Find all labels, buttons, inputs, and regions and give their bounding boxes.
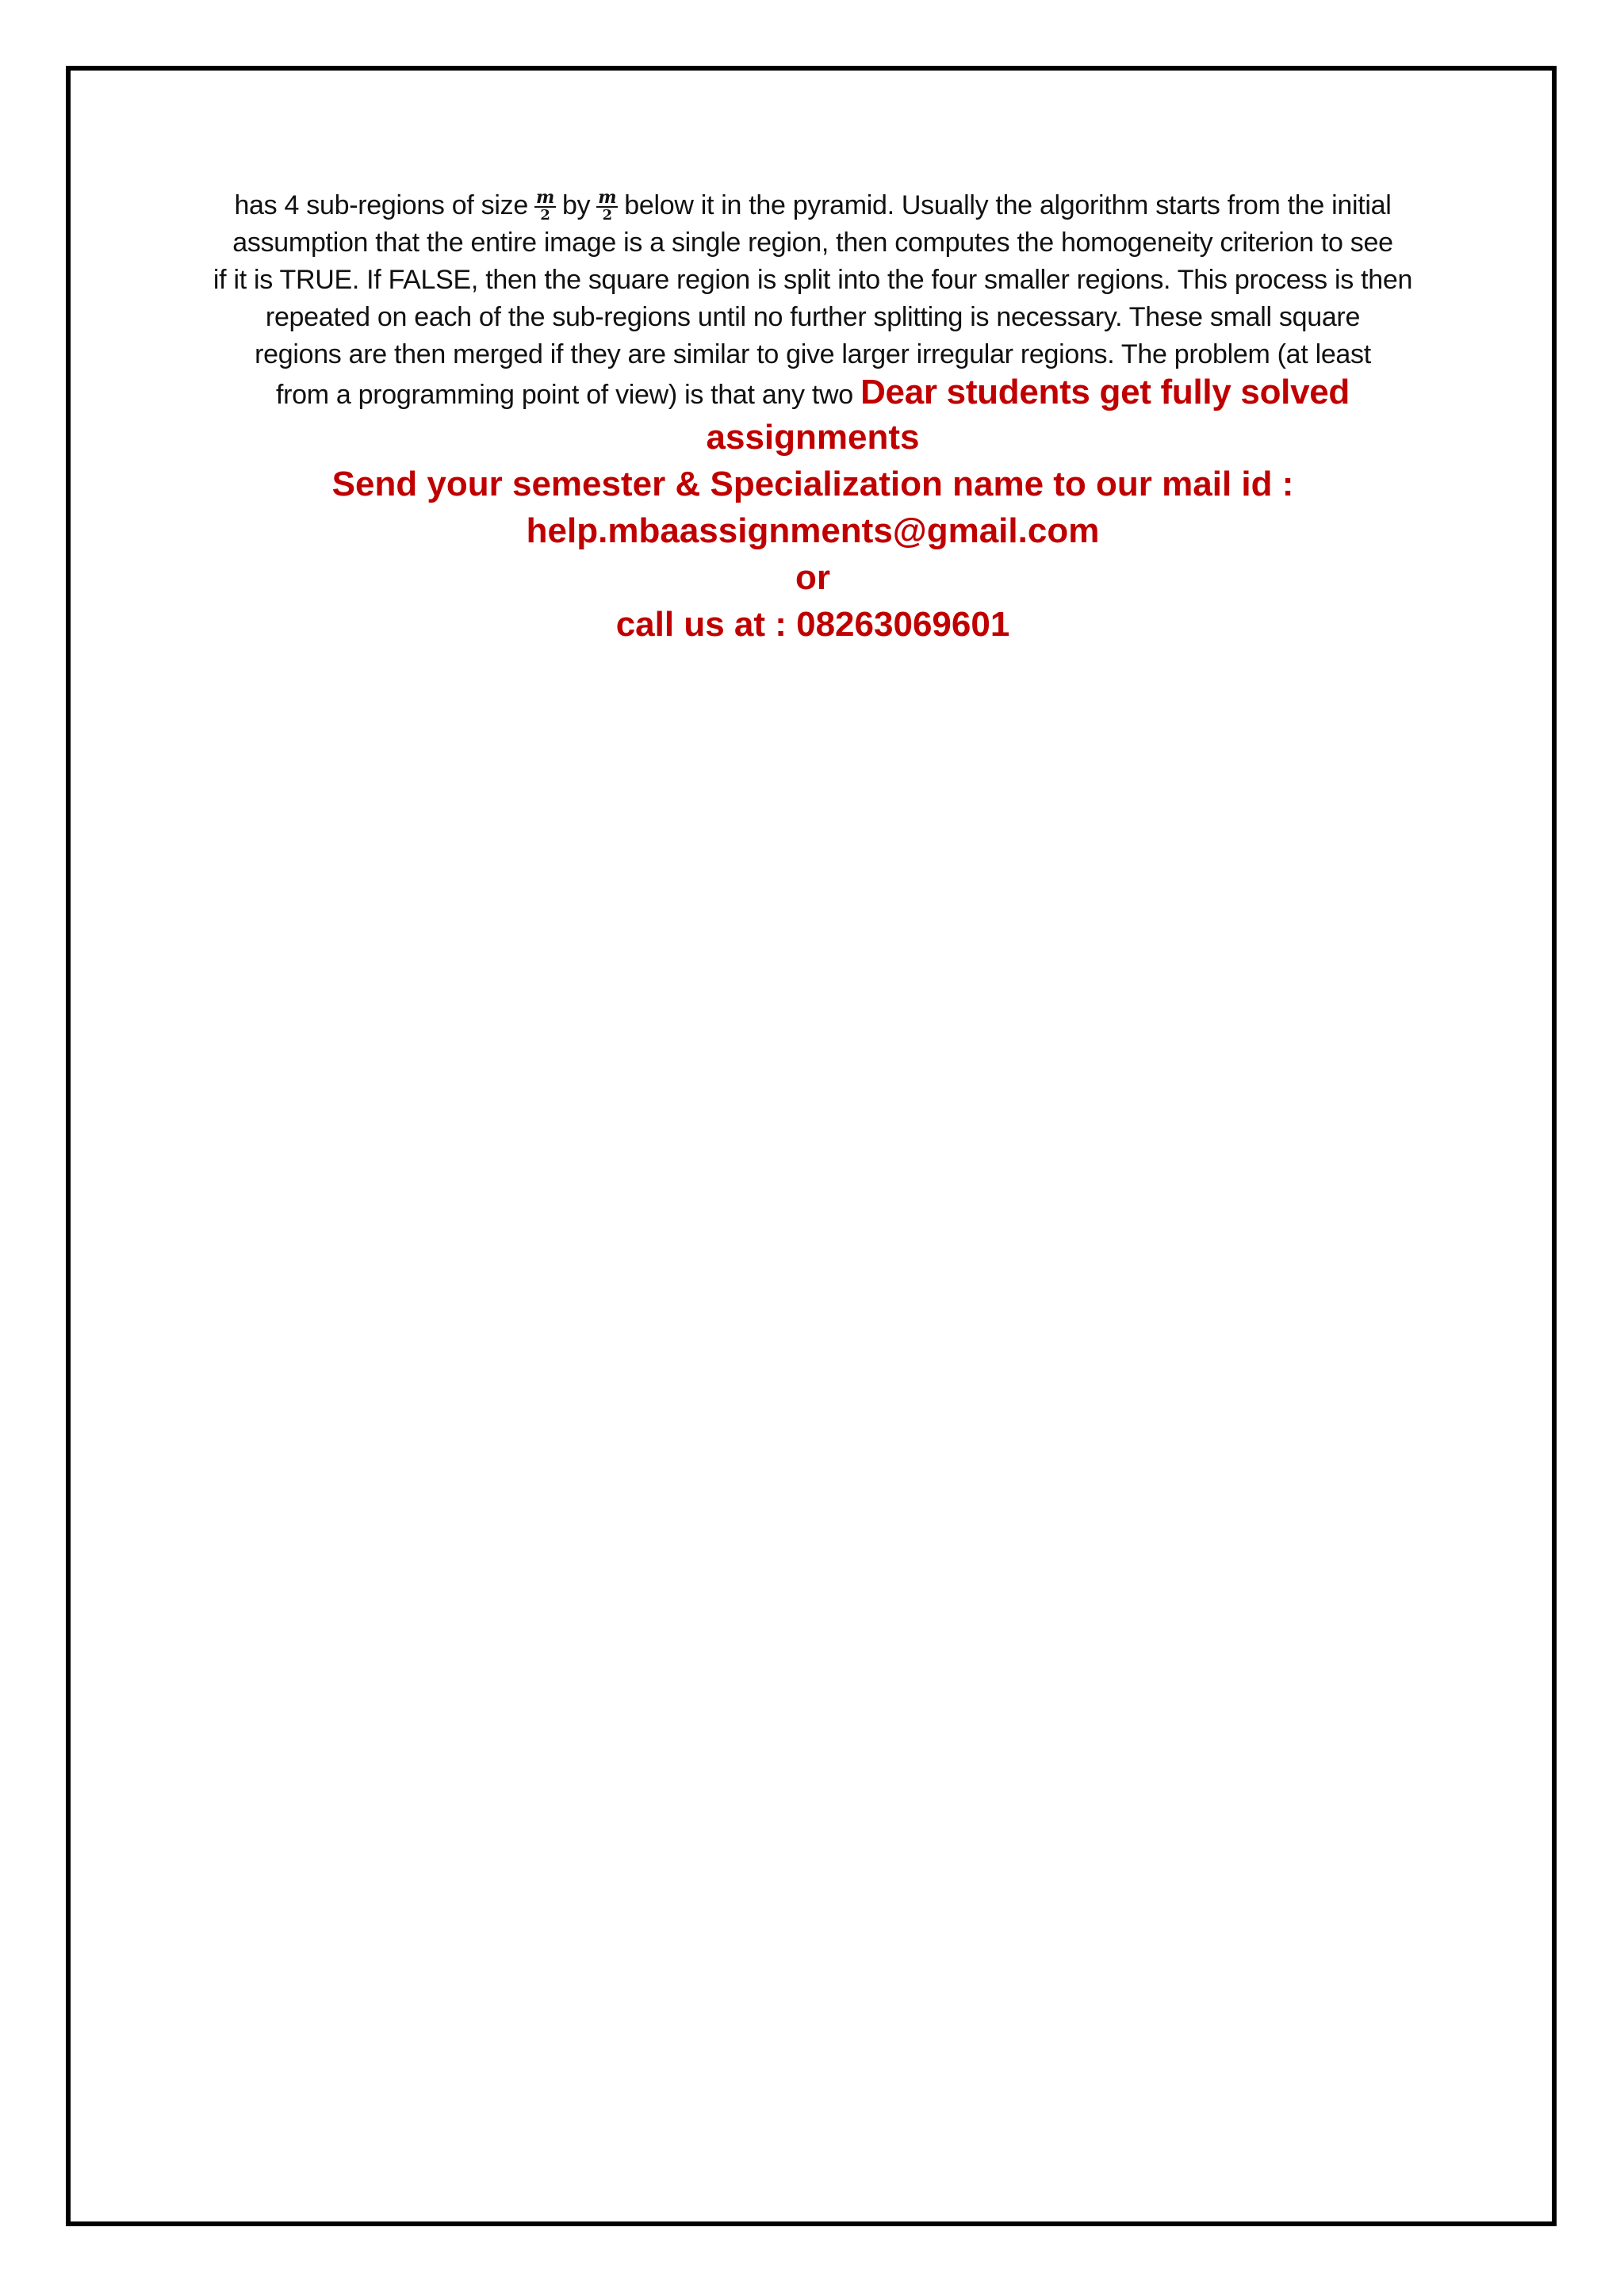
paragraph-line-1 — [182, 187, 1443, 224]
fraction-m-over-2 — [534, 189, 556, 224]
paragraph-text: by — [561, 190, 591, 220]
paragraph-line-2: assumption that the entire image is a single region, then computes the homogeneity criterion to see — [232, 228, 1393, 258]
paragraph-text: below it in the pyramid. Usually the algorithm starts from the initial — [624, 190, 1392, 220]
promo-email: help.mbaassignments@gmail.com — [526, 511, 1100, 550]
fraction-numerator: m — [598, 187, 617, 208]
paragraph-line-4: repeated on each of the sub-regions until no further splitting is necessary. These small square — [265, 302, 1361, 332]
promo-line-send: Send your semester & Specialization name to our mail id : — [331, 465, 1294, 503]
promo-or: or — [795, 558, 830, 597]
paragraph-text: from a programming point of view) is that any two — [275, 380, 853, 410]
paragraph-line-5: regions are then merged if they are similar to give larger irregular regions. The problem (at least — [255, 339, 1371, 369]
paragraph-line-6 — [182, 373, 1443, 414]
promo-headline: Dear students get fully solved — [860, 373, 1350, 411]
fraction-denominator: 2 — [602, 207, 612, 224]
paragraph-text: has 4 sub-regions of size — [234, 190, 528, 220]
promo-call: call us at : 08263069601 — [615, 605, 1010, 644]
fraction-denominator: 2 — [540, 207, 550, 224]
fraction-m-over-2 — [596, 189, 618, 224]
fraction-numerator: m — [535, 187, 554, 208]
paragraph-line-3: if it is TRUE. If FALSE, then the square region is split into the four smaller regions. This process is then — [213, 265, 1413, 295]
document-content — [182, 187, 1443, 648]
promo-line-assignments: assignments — [706, 418, 920, 457]
